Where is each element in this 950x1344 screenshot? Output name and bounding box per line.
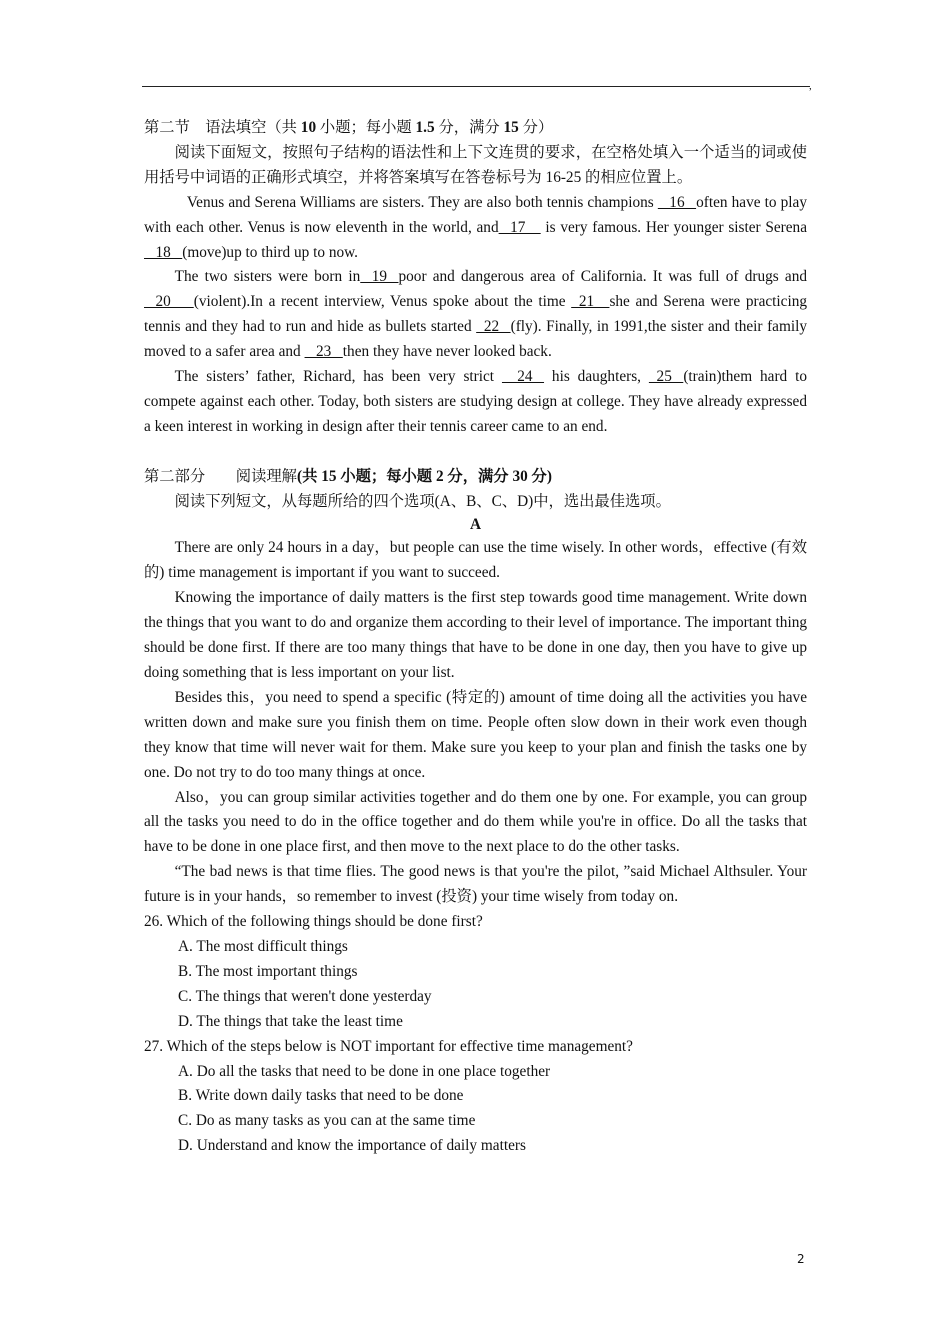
question-26-option-a: A. The most difficult things: [178, 937, 348, 955]
page-number: 2: [797, 1252, 805, 1266]
cloze-text: (fly). Finally, in 1991,the sister and their family moved to a safer area and: [144, 318, 807, 361]
cloze-text: then they have never looked back.: [342, 343, 552, 361]
section-title-score: 1.5: [415, 119, 435, 136]
cloze-text: The sisters’ father, Richard, has been very strict: [174, 368, 502, 386]
page-content: [144, 116, 807, 1159]
cloze-paragraph-3: [144, 365, 807, 440]
cloze-text: (move)up to third up to now.: [182, 243, 358, 261]
part-instruction: 阅读下列短文，从每题所给的四个选项(A、B、C、D)中，选出最佳选项。: [174, 492, 671, 510]
part-title-text: 小题；每小题: [336, 467, 436, 485]
cloze-paragraph-1: [144, 191, 807, 266]
part-title-text: 第二部分 阅读理解: [144, 467, 297, 485]
blank-20: 20: [144, 293, 194, 311]
section-title-text: 分）: [518, 119, 554, 136]
cloze-text: The two sisters were born in: [174, 268, 361, 286]
question-27-option-a: A. Do all the tasks that need to be done in one place together: [178, 1062, 551, 1080]
blank-17: 17: [498, 218, 541, 236]
part-title-count: 15: [321, 467, 337, 485]
part-title-total: 30: [512, 467, 528, 485]
cloze-paragraph-2: [144, 265, 807, 365]
blank-22: 22: [476, 318, 511, 336]
question-27-option-b: B. Write down daily tasks that need to be done: [178, 1087, 464, 1105]
section-title-total: 15: [503, 119, 519, 136]
section-title: [144, 116, 807, 141]
section-instruction: 阅读下面短文，按照句子结构的语法性和上下文连贯的要求，在空格处填入一个适当的词或使用括号中词语的正确形式填空，并将答案填写在答卷标号为 16-25 的相应位置上。: [144, 143, 807, 186]
question-27-option-d: D. Understand and know the importance of daily matters: [178, 1137, 526, 1155]
passage-paragraph: Besides this，you need to spend a specific (特定的) amount of time doing all the activities you have written down and make sure you finish them on time. People often slow down in their work even though they know that time will never wait for them. Make sure you keep to your plan and finish the tasks one by one. Do not try to do too many things at once.: [144, 688, 807, 781]
section-title-text: 小题；每小题: [316, 119, 416, 136]
spacer: [144, 440, 807, 465]
cloze-text: is very famous. Her younger sister Serena: [540, 218, 807, 236]
cloze-text: often have to play with each other. Venus is now eleventh in the world, and: [144, 193, 807, 236]
question-26-stem: 26. Which of the following things should be done first?: [144, 913, 483, 931]
cloze-text: (train)them hard to compete against each other. Today, both sisters are studying design at college. They have already expressed a keen interest in working in design after their tennis career came to an end.: [144, 368, 807, 435]
blank-24: 24: [501, 368, 545, 386]
passage-paragraph: There are only 24 hours in a day，but people can use the time wisely. In other words，effective (有效的) time management is important if you want to succeed.: [144, 539, 807, 582]
blank-23: 23: [304, 343, 343, 361]
question-27-stem: 27. Which of the steps below is NOT important for effective time management?: [144, 1037, 633, 1055]
section-title-text: 分，满分: [434, 119, 504, 136]
passage-paragraph: Also，you can group similar activities together and do them one by one. For example, you can group all the tasks you need to do in the office together and do them while you're in office. Do all the tasks that have to be done in one place first, and then move to the next place to do the other tasks.: [144, 788, 807, 856]
section-title-count: 10: [300, 119, 317, 136]
passage-label: A: [469, 516, 482, 534]
blank-19: 19: [360, 268, 399, 286]
blank-21: 21: [571, 293, 610, 311]
question-26-option-b: B. The most important things: [178, 962, 358, 980]
header-rule: [142, 86, 810, 87]
header-mark: ,: [809, 80, 812, 92]
question-26-option-c: C. The things that weren't done yesterday: [178, 987, 432, 1005]
question-27-option-c: C. Do as many tasks as you can at the same time: [178, 1112, 476, 1130]
passage-paragraph: “The bad news is that time flies. The good news is that you're the pilot, ”said Michael Althsuler. Your future is in your hands，so remember to invest (投资) your time wisely from today on.: [144, 863, 807, 906]
part-title-text: (共: [296, 467, 322, 485]
cloze-text: she and Serena were practicing tennis and they had to run and hide as bullets started: [144, 293, 807, 336]
cloze-text: (violent).In a recent interview, Venus spoke about the time: [193, 293, 572, 311]
cloze-text: Venus and Serena Williams are sisters. They are also both tennis champions: [186, 193, 658, 211]
part-title-text: 分，满分: [443, 467, 513, 485]
passage-paragraph: Knowing the importance of daily matters is the first step towards good time management. Write down the things that you want to do and organize them according to their level of importance. The important thing should be done first. If there are too many things that have to be done in one day, then you have to give up doing something that is less important on your list.: [144, 589, 807, 682]
cloze-text: poor and dangerous area of California. It was full of drugs and: [398, 268, 807, 286]
blank-18: 18: [144, 243, 183, 261]
section-title-text: 第二节 语法填空（共: [144, 119, 301, 136]
cloze-text: his daughters,: [544, 368, 649, 386]
part-title-score: 2: [435, 467, 444, 485]
part-title: [144, 465, 807, 490]
blank-25: 25: [648, 368, 684, 386]
part-title-text: 分): [527, 467, 552, 485]
blank-16: 16: [657, 193, 697, 211]
question-26-option-d: D. The things that take the least time: [178, 1012, 403, 1030]
